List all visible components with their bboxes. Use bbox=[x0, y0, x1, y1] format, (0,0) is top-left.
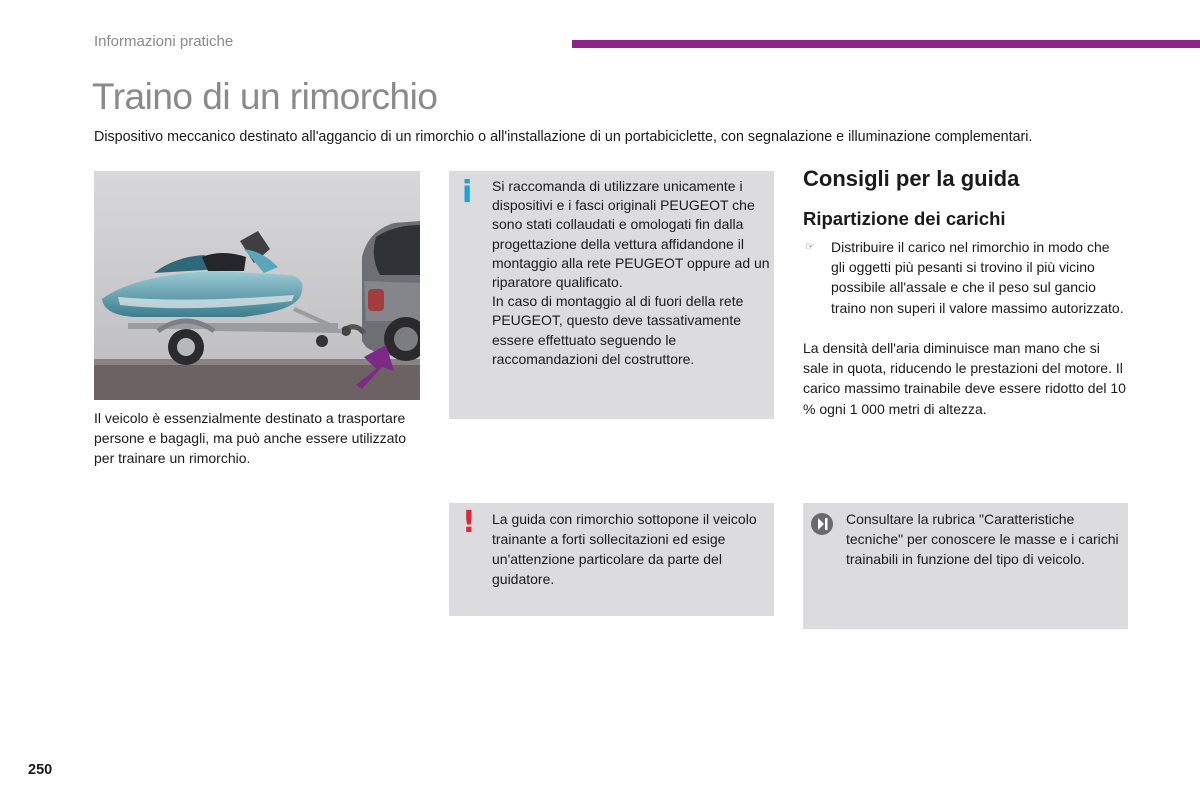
section-label: Informazioni pratiche bbox=[94, 33, 234, 50]
reference-box bbox=[803, 503, 1128, 629]
subsection-heading: Ripartizione dei carichi bbox=[803, 208, 1006, 229]
reference-box-text: Consultare la rubrica "Caratteristiche tecniche" per conoscere le masse e i carichi trainabili in funzione del tipo di veicolo. bbox=[846, 511, 1119, 567]
info-icon: i bbox=[462, 175, 473, 210]
section-heading: Consigli per la guida bbox=[803, 166, 1020, 191]
info-box-text: Si raccomanda di utilizzare unicamente i dispositivi e i fasci originali PEUGEOT che sono stati collaudati e omologati fin dalla progettazione della vettura affidandone il montaggio alla rete PEUGEOT oppure ad un riparatore qualificato. In caso di montaggio al di fuori della rete PEUGEOT, questo deve tassativamente essere effettuato seguendo le raccomandazioni del costruttore. bbox=[492, 178, 770, 367]
warning-icon: ! bbox=[462, 505, 476, 540]
car-towing-jetski-trailer-illustration bbox=[94, 171, 420, 400]
info-box bbox=[449, 171, 774, 419]
intro-text: Dispositivo meccanico destinato all'aggancio di un rimorchio o all'installazione di un portabiciclette, con segnalazione e illuminazione complementari. bbox=[94, 129, 1033, 145]
page-title: Traino di un rimorchio bbox=[92, 76, 438, 117]
air-density-paragraph: La densità dell'aria diminuisce man mano che si sale in quota, riducendo le prestazioni del motore. Il carico massimo trainabile deve essere ridotto del 10 % ogni 1 000 metri di altezza. bbox=[803, 340, 1126, 417]
page-number: 250 bbox=[28, 762, 53, 778]
next-page-reference-icon bbox=[810, 512, 834, 536]
pointing-hand-icon: ☞ bbox=[805, 241, 815, 253]
header-accent-bar bbox=[572, 40, 1200, 48]
warning-box-text: La guida con rimorchio sottopone il veicolo trainante a forti sollecitazioni ed esige un'attenzione particolare da parte del guidatore. bbox=[492, 511, 757, 587]
illustration-caption: Il veicolo è essenzialmente destinato a trasportare persone e bagagli, ma può anche essere utilizzato per trainare un rimorchio. bbox=[94, 410, 407, 466]
bullet-text: Distribuire il carico nel rimorchio in modo che gli oggetti più pesanti si trovino il più vicino possibile all'assale e che il peso sul gancio traino non superi il valore massimo autorizzato. bbox=[831, 239, 1124, 316]
warning-box bbox=[449, 503, 774, 616]
